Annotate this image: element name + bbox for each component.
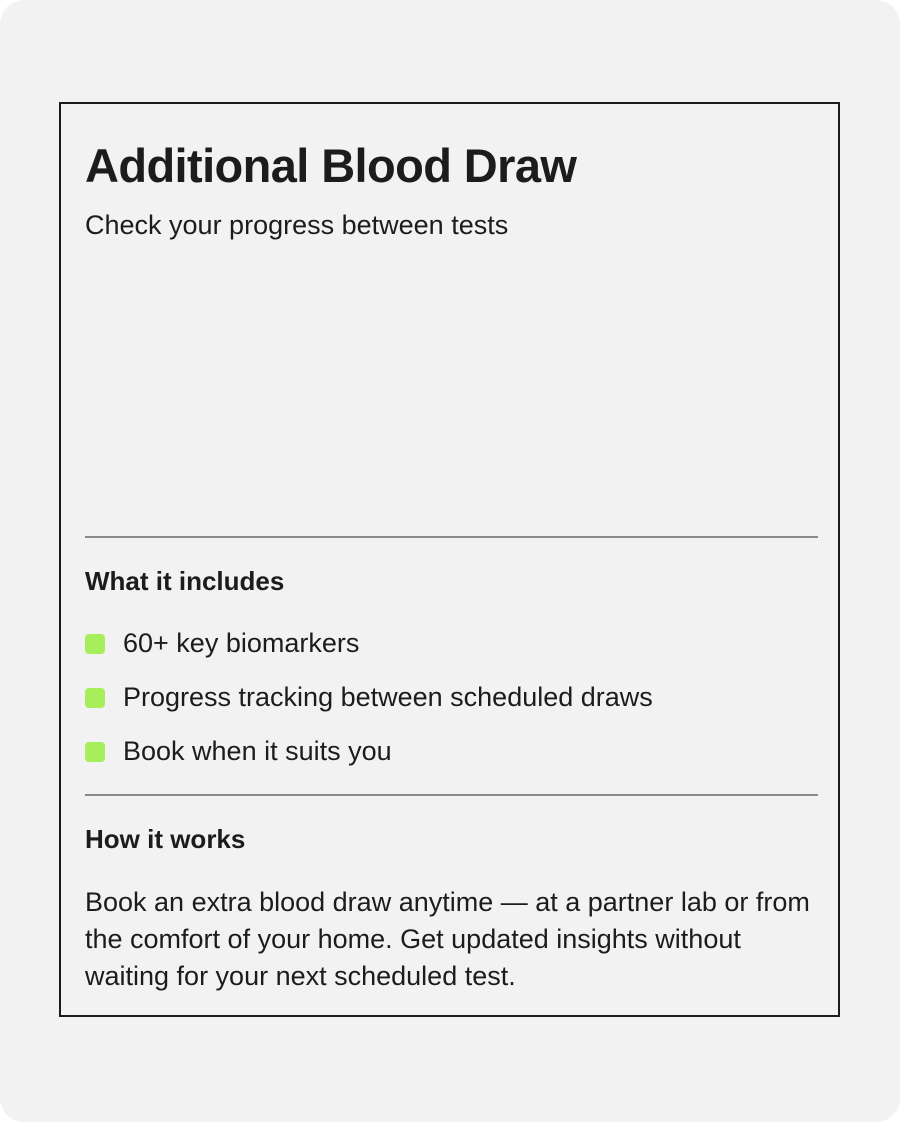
list-item <box>85 626 653 680</box>
how-it-works-description: Book an extra blood draw anytime — at a partner lab or from the comfort of your home. Get updated insights without waiting for your next scheduled test. <box>85 887 810 991</box>
list-item <box>85 680 653 734</box>
product-card <box>59 102 840 1017</box>
green-square-bullet-icon <box>85 688 105 708</box>
feature-list <box>85 626 653 788</box>
feature-label: Progress tracking between scheduled draws <box>123 682 653 712</box>
feature-label: Book when it suits you <box>123 736 392 766</box>
card-title: Additional Blood Draw <box>85 139 577 192</box>
includes-heading: What it includes <box>85 566 285 596</box>
list-item <box>85 734 653 788</box>
how-it-works-heading: How it works <box>85 824 246 854</box>
feature-label: 60+ key biomarkers <box>123 628 360 658</box>
green-square-bullet-icon <box>85 634 105 654</box>
green-square-bullet-icon <box>85 742 105 762</box>
section-divider <box>85 794 818 796</box>
card-subtitle: Check your progress between tests <box>85 210 509 240</box>
section-divider <box>85 536 818 538</box>
